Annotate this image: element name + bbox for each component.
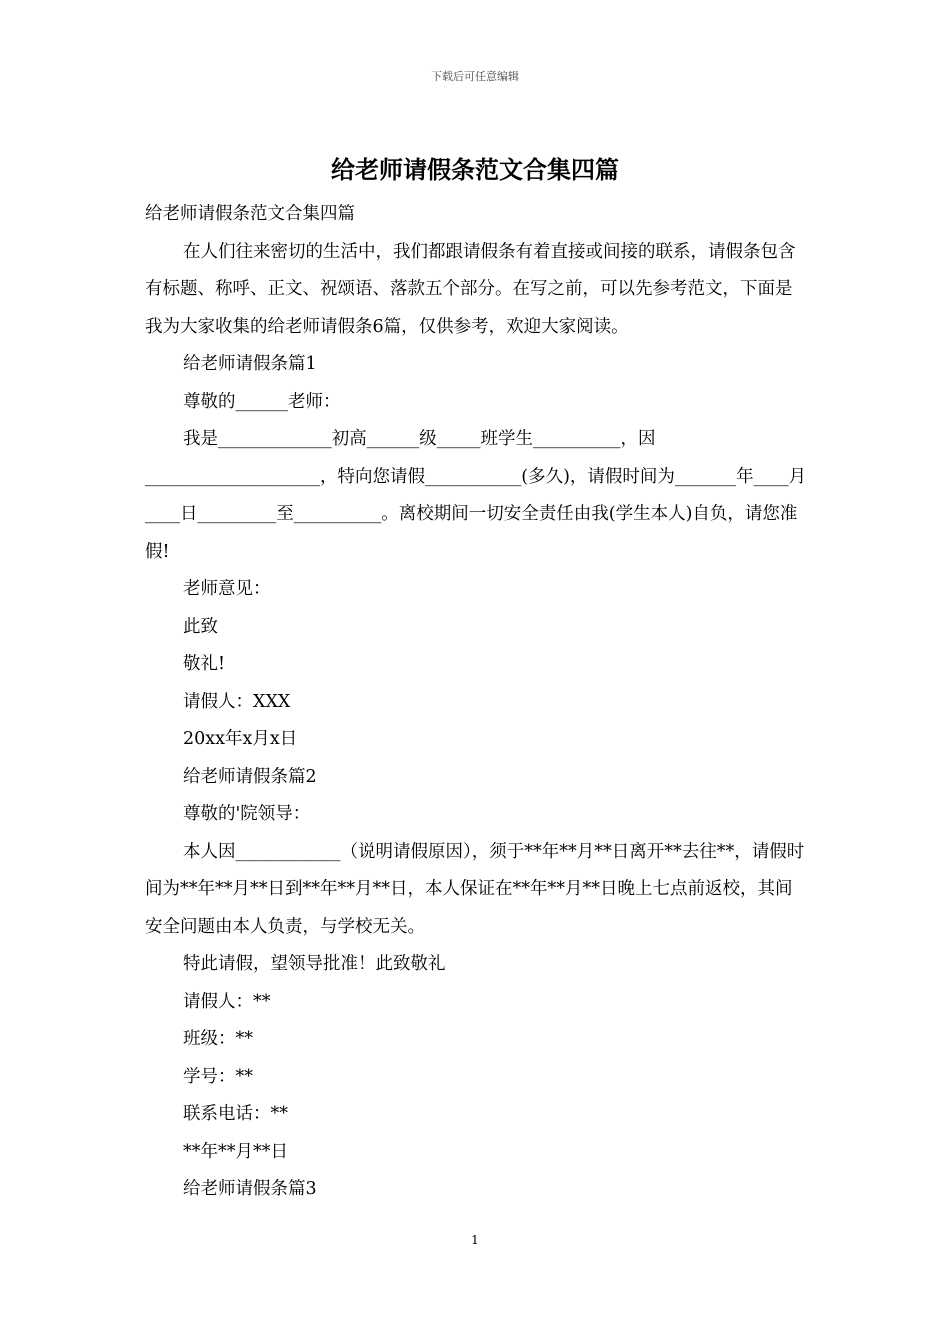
document-title: 给老师请假条范文合集四篇 — [331, 155, 619, 184]
section-heading-3: 给老师请假条篇3 — [183, 1179, 317, 1199]
date-1: 20xx年x月x日 — [183, 729, 298, 749]
signer-2: 请假人：** — [183, 991, 271, 1012]
closing-line-1: 此致 — [183, 616, 218, 637]
date-2: **年**月**日 — [183, 1141, 288, 1162]
section-heading-1: 给老师请假条篇1 — [183, 354, 317, 374]
page-number: 1 — [471, 1233, 479, 1247]
closing-line-2: 敬礼! — [183, 654, 226, 674]
class-line: 班级：** — [183, 1029, 253, 1049]
salutation-1: 尊敬的______老师： — [183, 391, 341, 412]
phone-line: 联系电话：** — [183, 1104, 288, 1124]
request-line: 特此请假，望领导批准！此致敬礼 — [183, 954, 446, 974]
signer-1: 请假人：XXX — [183, 691, 291, 712]
intro-paragraph: 在人们往来密切的生活中，我们都跟请假条有着直接或间接的联系，请假条包含有标题、称呼、正文、祝颂语、落款五个部分。在写之前，可以先参考范文，下面是我为大家收集的给老师请假条6篇，仅供参考，欢迎大家阅读。 — [145, 241, 796, 337]
salutation-2: 尊敬的'院领导： — [183, 804, 311, 824]
body-paragraph-1: 我是_____________初高______级_____班学生__________，因____________________，特向您请假___________(多久)，请假时间为_______年____月____日_________至__________。离校期间一切安全责任由我(学生本人)自负，请您准假! — [145, 429, 807, 562]
document-body — [145, 196, 809, 1209]
student-id-line: 学号：** — [183, 1066, 253, 1087]
page-header: 下载后可任意编辑 — [431, 70, 519, 83]
subtitle-line: 给老师请假条范文合集四篇 — [145, 204, 355, 224]
body-paragraph-2: 本人因____________（说明请假原因），须于**年**月**日离开**去往**，请假时间为**年**月**日到**年**月**日，本人保证在**年**月**日晚上七点前返校，其间安全问题由本人负责，与学校无关。 — [145, 841, 805, 937]
section-heading-2: 给老师请假条篇2 — [183, 766, 317, 787]
teacher-opinion: 老师意见： — [183, 579, 271, 599]
